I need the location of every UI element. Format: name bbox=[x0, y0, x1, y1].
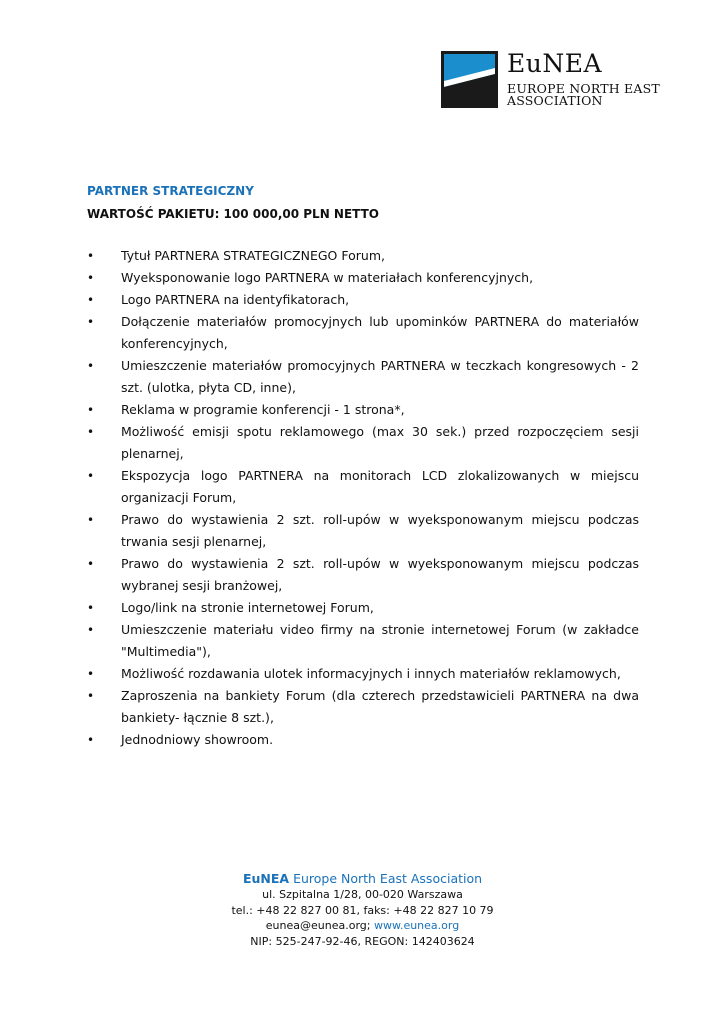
list-item: • Dołączenie materiałów promocyjnych lub upominków PARTNERA do materiałów konferencyjnych, bbox=[87, 311, 639, 355]
logo-subtitle bbox=[507, 83, 660, 107]
section-title: PARTNER STRATEGICZNY bbox=[87, 184, 254, 198]
list-item: • Logo PARTNERA na identyfikatorach, bbox=[87, 289, 639, 311]
package-value: WARTOŚĆ PAKIETU: 100 000,00 PLN NETTO bbox=[87, 207, 380, 221]
footer-separator: ; bbox=[366, 919, 374, 932]
list-item: • Wyeksponowanie logo PARTNERA w materiałach konferencyjnych, bbox=[87, 267, 639, 289]
benefits-list bbox=[87, 245, 639, 751]
footer-registry: NIP: 525-247-92-46, REGON: 142403624 bbox=[250, 934, 475, 948]
page-footer bbox=[0, 870, 725, 949]
list-item: • Logo/link na stronie internetowej Forum, bbox=[87, 597, 639, 619]
footer-email[interactable]: eunea@eunea.org bbox=[265, 919, 367, 932]
list-item: • Jednodniowy showroom. bbox=[87, 729, 639, 751]
footer-org-name bbox=[0, 870, 725, 887]
eunea-logo-mark-icon bbox=[441, 51, 498, 108]
list-item: • Zaproszenia na bankiety Forum (dla czterech przedstawicieli PARTNERA na dwa bankiety- łącznie 8 szt.), bbox=[87, 685, 639, 729]
document-body bbox=[87, 183, 639, 751]
footer-contact bbox=[0, 918, 725, 934]
eunea-logo bbox=[441, 51, 671, 109]
list-item: • Prawo do wystawienia 2 szt. roll-upów w wyeksponowanym miejscu podczas wybranej sesji branżowej, bbox=[87, 553, 639, 597]
logo-subtitle-line2: ASSOCIATION bbox=[507, 93, 603, 108]
footer-phones: tel.: +48 22 827 00 81, faks: +48 22 827 10 79 bbox=[231, 903, 494, 917]
list-item: • Tytuł PARTNERA STRATEGICZNEGO Forum, bbox=[87, 245, 639, 267]
footer-website-link[interactable]: www.eunea.org bbox=[373, 919, 460, 932]
list-item: • Reklama w programie konferencji - 1 strona*, bbox=[87, 399, 639, 421]
logo-brand-name: EuNEA bbox=[507, 49, 603, 78]
footer-org-short: EuNEA bbox=[242, 871, 290, 886]
footer-org-full: Europe North East Association bbox=[293, 871, 483, 886]
logo-subtitle-line1: EUROPE NORTH EAST bbox=[507, 81, 660, 96]
list-item: • Możliwość rozdawania ulotek informacyjnych i innych materiałów reklamowych, bbox=[87, 663, 639, 685]
list-item: • Prawo do wystawienia 2 szt. roll-upów w wyeksponowanym miejscu podczas trwania sesji plenarnej, bbox=[87, 509, 639, 553]
list-item: • Ekspozycja logo PARTNERA na monitorach LCD zlokalizowanych w miejscu organizacji Forum, bbox=[87, 465, 639, 509]
list-item: • Umieszczenie materiału video firmy na stronie internetowej Forum (w zakładce "Multimedia"), bbox=[87, 619, 639, 663]
footer-address: ul. Szpitalna 1/28, 00-020 Warszawa bbox=[262, 888, 463, 901]
list-item: • Umieszczenie materiałów promocyjnych PARTNERA w teczkach kongresowych - 2 szt. (ulotka, płyta CD, inne), bbox=[87, 355, 639, 399]
list-item: • Możliwość emisji spotu reklamowego (max 30 sek.) przed rozpoczęciem sesji plenarnej, bbox=[87, 421, 639, 465]
